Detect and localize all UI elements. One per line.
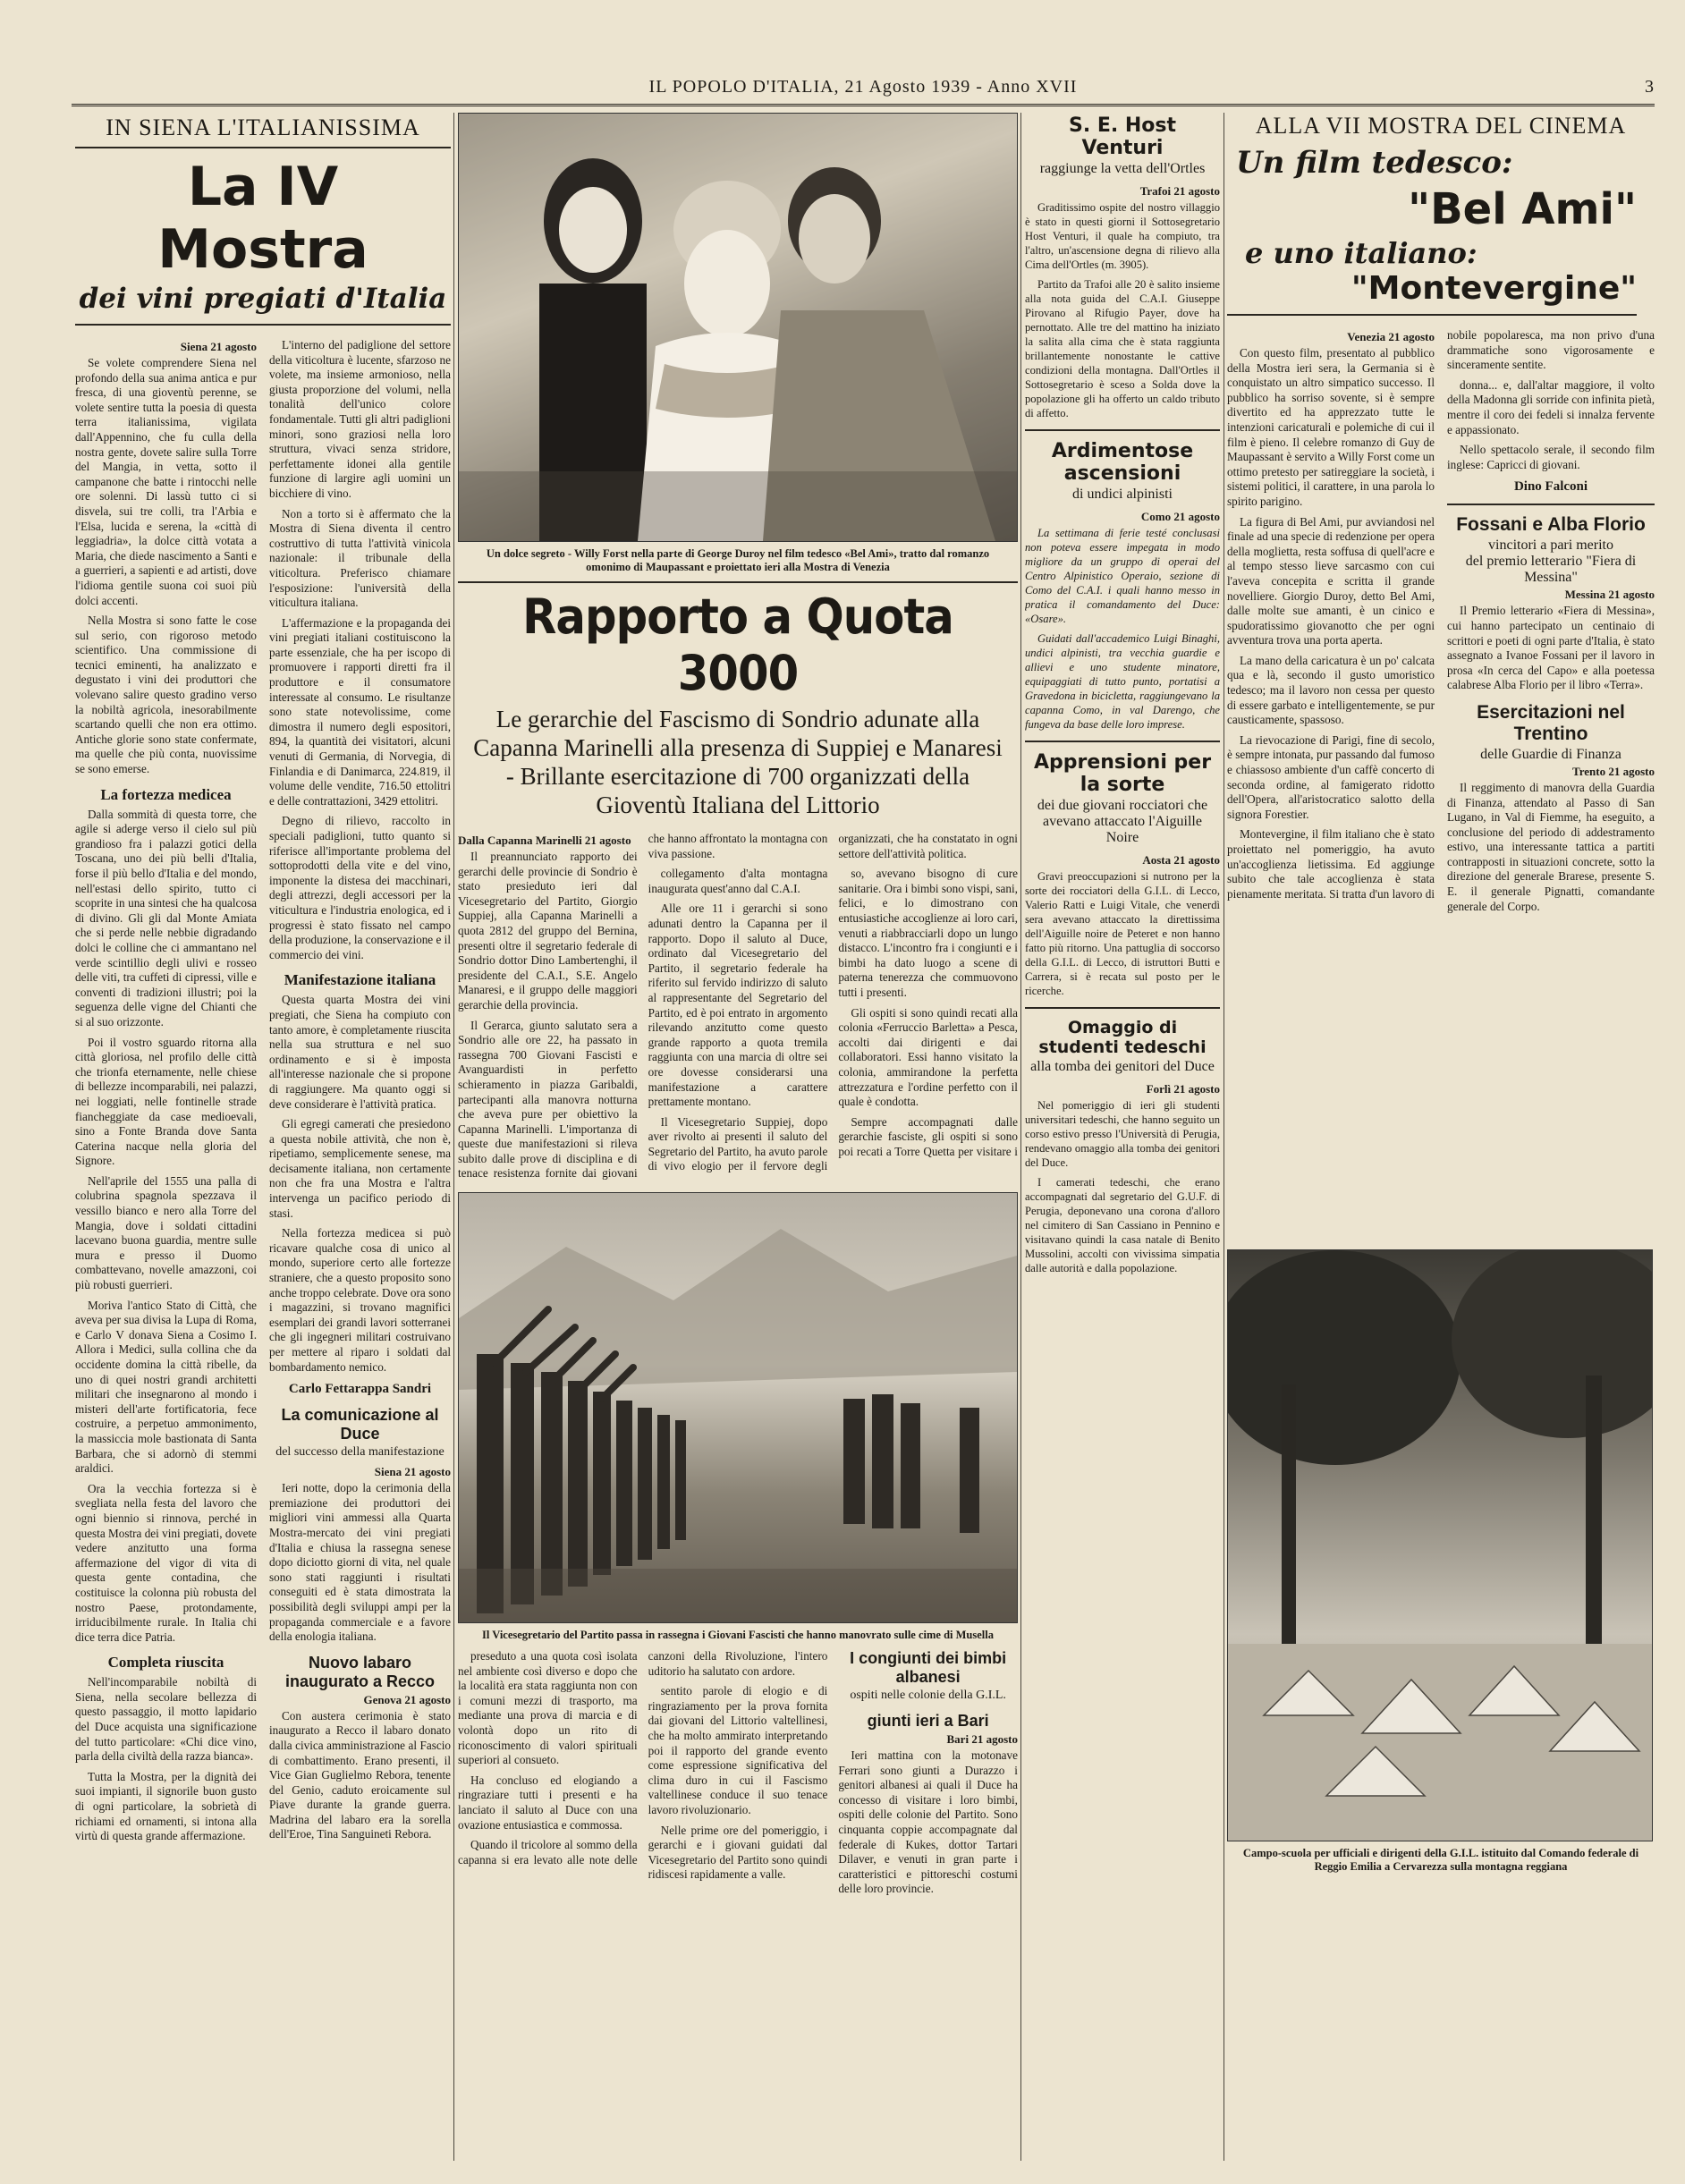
article-subtitle: raggiunge la vetta dell'Ortles	[1039, 161, 1206, 176]
article-deck: dei vini pregiati d'Italia	[75, 283, 451, 326]
divider	[1447, 504, 1655, 505]
headline-line: e uno italiano:	[1245, 236, 1478, 270]
dateline: Messina 21 agosto	[1564, 588, 1655, 602]
paragraph: Dalla sommità di questa torre, che agile si aderge verso il cielo sul più grandioso fra i palazzi gotici della Toscana, uno dei più belli d'Italia, forse il più bello d'Italia e del mondo, nell'estasi dello spirito, tutto ci scoprite in una sintesi che ha qualcosa di divino. Gli gli dal Monte Amiata che si perde nelle nebbie digradando dolci le colline che ci ammantano nel verde scintillio degli ulivi e rosseo delle viti, tra cuffeti di cipressi, ville e conventi di tradizioni illustri; poi la seguenza delle vigne del Chianti che si al suo orizzonte.	[75, 807, 257, 1029]
headline-line: Un film tedesco:	[1236, 145, 1513, 181]
paragraph: Il Vicesegretario Suppiej, dopo aver rivolto ai presenti il saluto del Segretario del Partito, ha avuto parole di vivo elogio per il fervore degli organizzati, che ha constatato in ogni settore dell'attività politica.	[648, 832, 1018, 1173]
dateline: Forlì 21 agosto	[1146, 1082, 1220, 1096]
paragraph: Nella fortezza medicea si può ricavare qualche cosa di unico al mondo, superiore certo alle fortezze straniere, che a questo proposito sono anche troppo celebrate. Dove ora sono i magazzini, si trovano magnifici esemplari dei grandi lavori sotterranei che gli ingegneri militari costruivano per mettere al riparo i soldati dal bombardamento nemico.	[269, 1226, 451, 1374]
article-title: S. E. Host Venturi	[1068, 114, 1177, 159]
paragraph: Il Premio letterario «Fiera di Messina», cui hanno partecipato un centinaio di scrittori e poeti di ogni parte d'Italia, è stato assegnato a Ivanoe Fossani per il lavoro in prosa «In cerca del Capo» e alla poetessa calabrese Alba Florio per il libro «Terra».	[1447, 604, 1655, 692]
paragraph: L'interno del padiglione del settore della viticoltura è lucente, sfarzoso ne volete, ma insieme armonioso, nella giusta proporzione del volumi, nella tonalità dell'unico colore fondamentale. Tutti gli altri padiglioni minori, sono graziosi nella loro struttura, vivaci senza stridore, perfettamente idonei alla gentile funzione di largire agli uomini un bicchiere di vino.	[269, 338, 451, 500]
parade-photo	[458, 1192, 1018, 1623]
paragraph: Graditissimo ospite del nostro villaggio è stato in questi giorni il Sottosegretario Host Venturi, il quale ha compiuto, tra l'altro, un'ascensione degna di rilievo alla Cima dell'Ortles (m. 3905).	[1025, 201, 1220, 271]
camp-illustration	[1228, 1250, 1652, 1841]
paragraph: Nello spettacolo serale, il secondo film inglese: Capricci di giovani.	[1447, 443, 1655, 471]
paragraph: Montevergine, il film italiano che è stato proiettato nel pomeriggio, ha avuto un'accoglienza lietissima. Ed aggiunge subito che tale accoglienza è stata pienamente meritata. Si tratta d'un lavoro di nobile popolaresca, ma non privo d'una drammatiche sono vigorosamente e sinceramente sentite.	[1227, 328, 1655, 901]
article-body	[1227, 328, 1655, 1205]
dateline: Siena 21 agosto	[374, 1465, 451, 1479]
paragraph: Moriva l'antico Stato di Città, che aveva per sua divisa la Lupa di Roma, e Carlo V donava Siena a Cosimo I. Allora i Medici, sulla collina che da occidente domina la città ribelle, da uno di quei nostri grandi architetti militari che insegnarono al mondo i misteri dell'arte fortificatoria, fece costruire, a perpetuo ammonimento, la massiccia mole bastionata di Santa Barbara, che si adornò di stemmi araldici.	[75, 1298, 257, 1476]
paragraph: Ieri notte, dopo la cerimonia della premiazione dei produttori dei migliori vini ammessi alla Quarta Mostra-mercato dei vini pregiati d'Italia e chiusa la rassegna senese dopo diciotto giorni di vita, nel quale sono stati raggiunti i risultati conseguiti ed è stata dimostrata la possibilità degli sviluppi ampi per la propaganda commerciale e a favore della enologia italiana.	[269, 1481, 451, 1644]
paragraph: preseduto a una quota così isolata nel ambiente così diverso e dopo che la località era stata raggiunta non con i comuni mezzi di trasporto, ma mediante una prova di marcia e di volontà dopo un rito di riconoscimento di valori spirituali superiori al consueto.	[458, 1649, 638, 1767]
column-rule	[453, 113, 454, 2161]
brief-title: La comunicazione al Duce	[281, 1406, 439, 1443]
article-title: La IV Mostra	[157, 156, 368, 281]
film-still-illustration	[459, 114, 1017, 541]
paragraph: Nella Mostra si sono fatte le cose sul serio, con rigoroso metodo scientifico. Una commissione di tecnici eminenti, ha analizzato e degustato i vini dei produttori che volevano salire questo gradino verso la nobiltà agricola, inesorabilmente scartando quelli che non era ottimo. Antiche glorie sono state confermate, ma quelle che più conta, nuovissime se sono emerse.	[75, 614, 257, 776]
paragraph: Alle ore 11 i gerarchi si sono adunati dentro la Capanna per il rapporto. Dopo il saluto al Duce, ordinato dal Vicesegretario del Partito, il segretario federale ha riferito sul fervido indirizzo di saluto al rappresentante del Segretario del Partito, ed è poi entrato in argomento rilevando anzitutto come questo grande rapporto a quota tremila raggiunta con una marcia di oltre sei ore dovesse considerarsi una manifestazione a carattere prettamente montano.	[648, 902, 828, 1109]
paragraph: donna... e, dall'altar maggiore, il volto della Madonna gli sorride con infinita pietà, mentre il coro dei fedeli si innalza fervente e appassionato.	[1447, 377, 1655, 436]
divider	[1025, 1007, 1220, 1009]
camp-photo	[1227, 1249, 1653, 1841]
paragraph: Tutta la Mostra, per la dignità dei suoi impianti, il signorile buon gusto di ogni particolare, la sobrietà di richiami ed ornamenti, si intona alla virtù di questa grande affermazione.	[75, 1769, 257, 1843]
paragraph: Quando il tricolore al sommo della capanna si era levato alle note delle canzoni della Rivoluzione, l'intero uditorio ha salutato con ardore.	[458, 1649, 828, 1867]
paragraph: Nell'aprile del 1555 una palla di colubrina spagnola spezzava il vessillo bianco e nero alla Torre del Mangia, dove i soldati cittadini lacevano buona guardia, mentre sulle mura e presso il Duomo combattevano, novelle amazzoni, coi più robusti guerrieri.	[75, 1173, 257, 1292]
dateline: Trafoi 21 agosto	[1139, 184, 1220, 198]
paragraph: La settimana di ferie testé conclusasi non poteva essere impegata in modo migliore da un gruppo di operai del Centro Alpinistico Operaio, sezione di Como del C.A.I. i quali hanno messo in pratica il comandamento del Duce: «Osare».	[1025, 527, 1220, 625]
paragraph: Ieri mattina con la motonave Ferrari sono giunti a Durazzo i genitori albanesi ai quali il Duce ha concesso di visitare i loro bimbi, ospiti delle colonie del Partito. Sono cinquanta coppie accompagnate dal federale di Kukes, dottor Tartari Dilaver, e venuti in gran parte i caratteristici e pittoreschi costumi delle loro provincie.	[838, 1748, 1018, 1896]
headline-line: "Bel Ami"	[1408, 184, 1637, 234]
brief-subtitle: ospiti nelle colonie della G.I.L.	[850, 1689, 1006, 1702]
brief-subtitle: delle Guardie di Finanza	[1480, 746, 1621, 762]
paragraph: Nel pomeriggio di ieri gli studenti universitari tedeschi, che hanno seguito un corso estivo presso l'Università di Perugia, rendevano omaggio alla tomba dei genitori del Duce.	[1025, 1099, 1220, 1169]
paragraph: Con austera cerimonia è stato inaugurato a Recco il labaro donato dalla civica amministrazione al Fascio di combattimento. Erano presenti, il Vice Gian Guglielmo Rebora, tenente del Genio, caduto eroicamente sul Piave durante la grande guerra. Madrina del labaro era la sorella dell'Eroe, Tina Sanguineti Rebora.	[269, 1708, 451, 1841]
paragraph: Questa quarta Mostra dei vini pregiati, che Siena ha compiuto con tanto amore, è completamente riuscita nella sua struttura e nel suo ordinamento e si è imposta all'interesse nazionale che si propone di raggiungere. Ma quanto oggi si deve considerare è l'attività pratica.	[269, 993, 451, 1111]
dateline: Dalla Capanna Marinelli 21 agosto	[458, 834, 631, 847]
dateline: Como 21 agosto	[1140, 510, 1220, 523]
article-title: Omaggio di studenti tedeschi	[1038, 1018, 1207, 1057]
paragraph: Il reggimento di manovra della Guardia di Finanza, attendato al Passo di San Lugano, in Val di Fiemme, ha eseguito, a conclusione del periodo di addestramento estivo, una interessante tattica a partiti contrapposti in situazioni concrete, sotto la direzione del generale Brarese, presente S. E. il generale Pignatti, comandante generale del Corpo.	[1447, 780, 1655, 913]
subhead: Completa riuscita	[107, 1654, 224, 1672]
dateline: Genova 21 agosto	[363, 1692, 451, 1706]
paragraph: Gli egregi camerati che presiedono a questa nobile attività, che non è, ripetiamo, semplicemente senese, ma decisamente italiana, non certamente non che fra una Mostra e l'altra intervenga un pacifico periodo di stasi.	[269, 1117, 451, 1220]
paragraph: Con questo film, presentato al pubblico della Mostra ieri sera, la Germania si è conquistato un altro simpatico successo. Il pubblico ha sorriso sovente, si è sempre divertito ed ha apprezzato tutte le intenzioni caricaturali e polemiche di cui il film è pieno. Il celebre romanzo di Guy de Maupassant è servito a Willy Forst come un ottimo pretesto per satireggiare la società, i sistemi politici, il carattere, in una parola lo spirito parigino.	[1227, 346, 1435, 508]
subhead: Manifestazione italiana	[284, 971, 436, 989]
paragraph: Nell'incomparabile nobiltà di Siena, nella secolare bellezza di questo passaggio, il motto lapidario del Duce acquista una significazione del tutto particolare: «Chi dice vino, parla della civiltà della razza bianca».	[75, 1675, 257, 1764]
article-kicker: ALLA VII MOSTRA DEL CINEMA	[1255, 113, 1627, 139]
divider	[1025, 741, 1220, 742]
dateline: Bari 21 agosto	[946, 1732, 1018, 1746]
paragraph: Non a torto si è affermato che la Mostra di Siena diventa il centro costruttivo di tutta l'attività vinicola nazionale: il tribunale della viticoltura. Preferisco chiamare l'esposizione: l'università della viticultura italiana.	[269, 506, 451, 610]
paragraph: La mano della caricatura è un po' calcata qua e là, secondo il gusto umoristico tedesco; ma il lavoro non cessa per questo di essere garbato e intelligentemente, se pur causticamente, spassoso.	[1227, 653, 1435, 727]
article-title: Apprensioni per la sorte	[1033, 751, 1212, 796]
paragraph: I camerati tedeschi, che erano accompagnati dal segretario del G.U.F. di Perugia, deponevano una corona d'alloro nel cimitero di San Cassiano in Pennino e visitavano quindi la casa natale di Benito Mussolini, accolti con vivissima simpatia dalle autorità e dalla popolazione.	[1025, 1176, 1220, 1274]
article-body	[458, 832, 1018, 1185]
dateline: Aosta 21 agosto	[1142, 853, 1220, 867]
article-body	[75, 338, 451, 1849]
paragraph: Il preannunciato rapporto dei gerarchi delle provincie di Sondrio è stato presieduto ieri dal Vicesegretario del Partito, Giorgio Suppiej, alla Capanna Marinelli a quota 2812 del gruppo del Bernina, presenti oltre il segretario federale di Sondrio dottor Dino Lambertenghi, il presidente del C.A.I., S.E. Angelo Manaresi, e il gruppo delle maggiori gerarchie della provincia.	[458, 850, 638, 1012]
dateline: Venezia 21 agosto	[1347, 330, 1435, 343]
brief-subtitle: vincitori a pari merito	[1488, 538, 1613, 554]
article-subtitle: alla tomba dei genitori del Duce	[1030, 1059, 1215, 1074]
film-still-photo	[458, 113, 1018, 542]
photo-caption: Campo-scuola per ufficiali e dirigenti della G.I.L. istituito dal Comando federale di Reggio Emilia a Cervarezza sulla montagna reggiana	[1242, 1847, 1639, 1873]
paragraph: Gravi preoccupazioni si nutrono per la sorte dei rocciatori della G.I.L. di Lecco, Valerio Ratti e Luigi Vitale, che venerdì sera avevano attaccato la direttissima dell'Aiguille noire de Peteret e non hanno fatto più ritorno. Una pattuglia di soccorso della G.I.L. di Lecco, di istruttori Butti e Carrera, si è recata sul posto per le ricerche.	[1025, 870, 1220, 997]
paragraph: La figura di Bel Ami, pur avviandosi nel finale ad una specie di redenzione per opera della moglietta, resta soffusa di quell'acre e al tempo stesso lieve sarcasmo con cui l'aveva concepita e scritta il grande novelliere. Giorgio Duroy, detto Bel Ami, dalle molte sue amanti, è un cinico e spudoratissimo giovanotto che per ogni avventura trova una porta aperta.	[1227, 514, 1435, 648]
article-signature: Carlo Fettarappa Sandri	[288, 1382, 432, 1397]
paragraph: Guidati dall'accademico Luigi Binaghi, undici alpinisti, tra vecchia guardie e allievi e uno studente minatore, equipaggiati di tutto punto, portatisi a Gravedona in bicicletta, raggiungevano la capanna Como, in val Darengo, che fungeva da base delle loro imprese.	[1025, 632, 1220, 731]
dateline: Trento 21 agosto	[1572, 764, 1655, 778]
divider	[1025, 429, 1220, 431]
parade-illustration	[459, 1193, 1017, 1622]
paragraph: L'affermazione e la propaganda dei vini pregiati italiani costituiscono la parte essenziale, che ha per iscopo di promuovere i rapporti diretti fra il produttore e il consumatore interessate al consumo. Le risultanze sono state notevolissime, come dimostra il numero degli espositori, 894, la quantità dei visitatori, alcuni venuti di Germania, di Norvegia, di Finlandia e di Danimarca, 224.819, il volume delle vendite, 716.50 ettolitri e delle contrattazioni, 3429 ettolitri.	[269, 615, 451, 808]
paragraph: so, avevano bisogno di cure sanitarie. Ora i bimbi sono vispi, sani, felici, e lo dimostrano con entusiastiche accoglienze ai loro cari, venuti a riabbracciarli dopo un lungo distacco. L'incontro fra i congiunti e i bimbi ha dato luogo a scene di paterna tenerezza che commuovono tutti i presenti.	[838, 867, 1018, 999]
article-body-continued	[458, 1649, 1018, 2170]
cinema-column	[1227, 113, 1655, 2170]
paragraph: Ora la vecchia fortezza si è svegliata nella festa del lavoro che ogni biennio si rinnova, perché in questa Mostra dei vini pregiati, dovete vedere anzitutto una forma affermazione del vigor di vita di questa gente contadina, che costituisce la colonna più robusta del nostro Paese, protondamente, irriducibilmente rurale. In Italia chi dice terra dice Patria.	[75, 1481, 257, 1644]
article-title: Ardimentose ascensioni	[1051, 440, 1194, 485]
paragraph: Gli ospiti si sono quindi recati alla colonia «Ferruccio Barletta» a Pesca, accolti dai dirigenti e dai collaboratori. Essi hanno visitato la colonia, ammirandone la perfetta attrezzatura e l'ordine perfetto con il quale è condotta.	[838, 1005, 1018, 1109]
paragraph: Se volete comprendere Siena nel profondo della sua anima antica e pur fresca, di una gioventù perenne, se volete sentire tutta la poesia di questa terra italianissima, vigilata dall'Appennino, che fu culla della nostra gente, dovete salire sulla Torre del Mangia, in vetta, sotto il campanone che batte i rintocchi nelle ore solenni. Di lassù tutto ci si disvela, sui tre colli, tra l'Arbia e l'Elsa, lucida e serena, la «città di leggiadria», la dolce città votata a Maria, che diede nascimento a Santi e a guerrieri, a sapienti e ad artisti, dove l'idioma gentile suona coi suoi più dolci accenti.	[75, 356, 257, 607]
paragraph: La rievocazione di Parigi, fine di secolo, è sempre intonata, pur passando dal fumoso e chiassoso ambiente d'un caffè concerto di seconda ordine, al famigerato ridotto dell'Opera, all'aristocratico salotto della signora Forestier.	[1227, 732, 1435, 821]
article-title: Rapporto a Quota 3000	[522, 588, 953, 701]
paragraph: Sempre accompagnati dalle gerarchie fasciste, gli ospiti si sono poi recati a Torre Quetta per visitare i	[838, 1114, 1018, 1158]
article-signature: Dino Falconi	[1513, 479, 1588, 495]
paragraph: Poi il vostro sguardo ritorna alla città gloriosa, nel profilo delle città che trionfa eternamente, nelle chiese di bellezze incomparabili, nei palazzi, nei loggiati, nelle fontinelle strade fiancheggiate da case medioevali, sino a Fonte Branda dove Santa Caterina nacque nella gloria del Signore.	[75, 1035, 257, 1168]
paragraph: Degno di rilievo, raccolto in speciali padiglioni, tutto quanto si riferisce all'importante problema del sottoprodotti della vite e del vino, imponente la distesa dei macchinari, degli attrezzi, degli accessori per la viticultura e l'industria enologica, ed i progressi è stato fissato nel campo della produzione, la conservazione e il commercio dei vini.	[269, 814, 451, 961]
paragraph: Il Gerarca, giunto salutato sera a Sondrio alle ore 22, ha passato in rassegna 700 Giovani Fascisti e Avanguardisti in perfetto schieramento in piazza Garibaldi, partecipanti alla manovra notturna che aveva pure per obiettivo la Capanna Marinelli. L'importanza di queste due manifestazioni si rileva subito dalle prove di disciplina e di tenace resistenza fornite dai giovani che hanno affrontato la montagna con viva passione.	[458, 832, 828, 1181]
dateline: Siena 21 agosto	[180, 340, 257, 353]
photo-caption: Il Vicesegretario del Partito passa in rassegna i Giovani Fascisti che hanno manovrato sulle cime di Musella	[482, 1629, 994, 1641]
brief-title: Esercitazioni nel Trentino	[1477, 701, 1625, 744]
subhead: La fortezza medicea	[100, 785, 232, 803]
brief-subtitle: del successo della manifestazione	[275, 1445, 445, 1460]
paragraph: collegamento d'alta montagna inaugurata quest'anno dal C.A.I.	[648, 867, 828, 895]
article-deck: Le gerarchie del Fascismo di Sondrio adunate alla Capanna Marinelli alla presenza di Suppiej e Manaresi - Brillante esercitazione di 700 organizzati della Gioventù Italiana del Littorio	[473, 706, 1003, 818]
paragraph: Nelle prime ore del pomeriggio, i gerarchi e i giovani guidati dal Vicesegretario del Partito sono quindi ridiscesi rapidamente a valle.	[648, 1823, 828, 1882]
brief-title: Fossani e Alba Florio	[1456, 514, 1646, 536]
photo-caption: Un dolce segreto - Willy Forst nella parte di George Duroy nel film tedesco «Bel Ami», tratto dal romanzo omonimo di Maupassant e proiettato ieri alla Mostra di Venezia	[486, 547, 990, 573]
column-rule	[1020, 113, 1021, 2161]
paragraph: sentito parole di elogio e di ringraziamento per la prova fornita dai giovani del Littorio valtellinesi, che ha molto ammirato interpretando poi il rapporto del grande evento come espressione significativa del clima duro in cui il Fascismo valtellinese conduce il suo tenace lavoro rivoluzionario.	[648, 1684, 828, 1816]
article-kicker: IN SIENA L'ITALIANISSIMA	[75, 114, 451, 148]
masthead	[72, 77, 1655, 106]
center-column	[458, 113, 1018, 2170]
siena-article	[75, 113, 451, 2170]
headline-line: "Montevergine"	[1227, 270, 1637, 316]
article-subtitle: di undici alpinisti	[1072, 487, 1173, 502]
brief-title: Nuovo labaro inaugurato a Recco	[284, 1653, 436, 1690]
brief-subtitle-2: giunti ieri a Bari	[867, 1712, 989, 1730]
paragraph: Partito da Trafoi alle 20 è salito insieme alla nota guida del C.A.I. Giuseppe Pirovano al Rifugio Payer, dove ha pernottato. Alle tre del mattino ha iniziato la salita alla cima che è stata raggiunta brillantemente nonostante le cattive condizioni della montagna. Dall'Ortles il Sottosegretario è sceso a Solda dove la popolazione gli ha offerto un caldo tributo di affetto.	[1025, 278, 1220, 419]
paragraph: Ha concluso ed elogiando a ringraziare tutti i presenti e ha lanciato il saluto al Duce con una ovazione entusiastica e commossa.	[458, 1773, 638, 1832]
brief-title: I congiunti dei bimbi albanesi	[850, 1649, 1007, 1686]
news-column	[1025, 113, 1220, 2170]
page-number: 3	[1645, 77, 1655, 97]
brief-subtitle-2: del premio letterario "Fiera di Messina"	[1465, 554, 1637, 586]
article-subtitle: dei due giovani rocciatori che avevano attaccato l'Aiguille Noire	[1037, 798, 1208, 845]
masthead-title: IL POPOLO D'ITALIA, 21 Agosto 1939 - Anno XVII	[648, 77, 1078, 97]
